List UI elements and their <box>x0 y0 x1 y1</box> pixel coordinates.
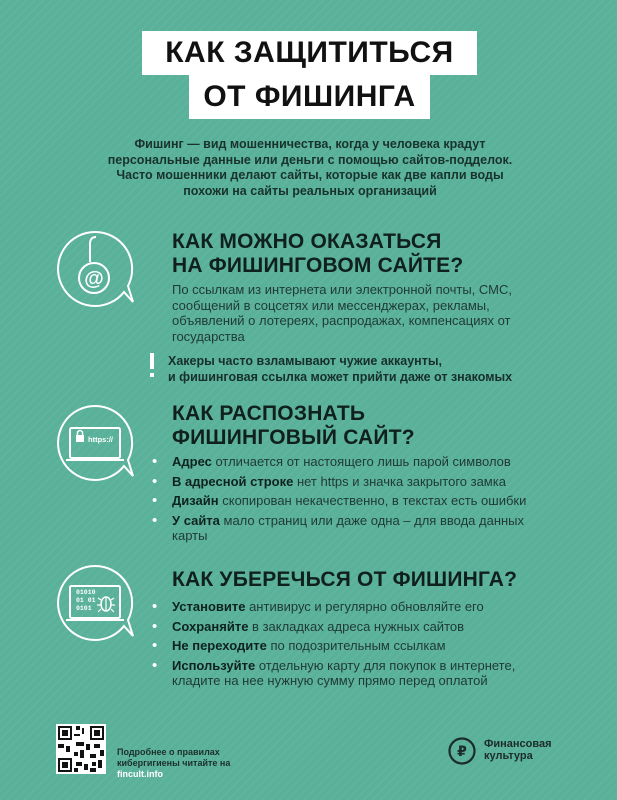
https-text: https:// <box>88 435 113 444</box>
list-item-bold: В адресной строке <box>172 473 294 489</box>
laptop-bug-icon <box>54 562 136 640</box>
list-item <box>152 474 562 490</box>
section1-title-line1: КАК МОЖНО ОКАЗАТЬСЯ <box>172 230 442 253</box>
section3-list <box>152 599 562 693</box>
alert-text <box>168 354 568 385</box>
list-item-text: скопирован некачественно, в текстах есть ошибки <box>218 493 527 508</box>
list-item <box>152 454 562 470</box>
code-line-3: 0101 <box>76 605 92 612</box>
intro-line: Часто мошенники делают сайты, которые как две капли воды <box>116 168 504 182</box>
phishing-hook-icon <box>54 228 136 306</box>
section1-title-line2: НА ФИШИНГОВОМ САЙТЕ? <box>172 254 464 277</box>
ruble-logo-icon <box>448 737 476 765</box>
section1-title <box>172 230 463 278</box>
section1-paragraph: По ссылкам из интернета или электронной почты, СМС, сообщений в соцсетях или мессенджерах, рекламы, объявлений о лотереях, распродажах, компенсациях от государства <box>172 282 512 344</box>
finculture-logo <box>448 735 578 769</box>
intro-text <box>70 137 550 199</box>
fincult-link[interactable]: fincult.info <box>117 769 163 779</box>
code-line-2: 01 01 <box>76 597 96 604</box>
list-item-bold: Адрес <box>172 454 212 469</box>
section2-title-line1: КАК РАСПОЗНАТЬ <box>172 402 366 425</box>
list-item-bold: Установите <box>172 599 246 614</box>
ruble-symbol: ₽ <box>457 744 467 760</box>
page-title <box>142 31 477 119</box>
list-item-text: антивирус и регулярно обновляйте его <box>245 599 484 614</box>
list-item-text: в закладках адреса нужных сайтов <box>248 618 465 634</box>
list-item-text: мало страниц или даже одна – для ввода данных карты <box>172 512 525 543</box>
list-item <box>152 513 562 544</box>
footer-line2-prefix: кибергигиены читайте на <box>117 758 231 768</box>
alert-line2: и фишинговая ссылка может прийти даже от знакомых <box>168 369 513 384</box>
list-item-text: по подозрительным ссылкам <box>266 638 446 653</box>
list-item-bold: Используйте <box>172 657 256 673</box>
list-item-text: нет https и значка закрытого замка <box>293 473 506 489</box>
list-item-bold: У сайта <box>172 512 220 528</box>
logo-line2: культура <box>484 750 533 762</box>
list-item-bold: Дизайн <box>172 493 219 508</box>
logo-line1: Финансовая <box>484 738 552 750</box>
section2-title-line2: ФИШИНГОВЫЙ САЙТ? <box>172 426 415 449</box>
laptop-https-icon <box>54 402 136 480</box>
list-item-bold: Не переходите <box>172 638 267 653</box>
list-item-text: отличается от настоящего лишь парой символов <box>211 454 511 469</box>
footer-line1: Подробнее о правилах <box>117 747 220 757</box>
alert-icon <box>148 353 156 379</box>
qr-code[interactable] <box>56 724 106 774</box>
section3-title: КАК УБЕРЕЧЬСЯ ОТ ФИШИНГА? <box>172 568 518 591</box>
list-item <box>152 658 562 689</box>
list-item-bold: Сохраняйте <box>172 618 249 634</box>
alert-line1: Хакеры часто взламывают чужие аккаунты, <box>168 354 443 368</box>
list-item <box>152 599 562 615</box>
list-item <box>152 638 562 654</box>
footer-line2 <box>117 758 230 780</box>
list-item <box>152 619 562 635</box>
title-line-1: КАК ЗАЩИТИТЬСЯ <box>142 31 477 75</box>
section2-title <box>172 402 415 450</box>
footer-text <box>117 747 230 780</box>
title-line-2: ОТ ФИШИНГА <box>189 75 429 119</box>
intro-line: Фишинг — вид мошенничества, когда у человека крадут <box>134 137 486 151</box>
intro-line: похожи на сайты реальных организаций <box>183 183 437 198</box>
section2-list <box>152 454 562 548</box>
logo-text <box>484 738 552 762</box>
intro-line: персональные данные или деньги с помощью сайтов-подделок. <box>107 152 513 167</box>
code-line-1: 01010 <box>76 589 96 596</box>
list-item-text: отдельную карту для покупок в интернете, кладите на нее нужную сумму прямо перед оплатой <box>172 657 516 688</box>
list-item <box>152 493 562 509</box>
at-symbol-glyph: @ <box>84 268 104 290</box>
